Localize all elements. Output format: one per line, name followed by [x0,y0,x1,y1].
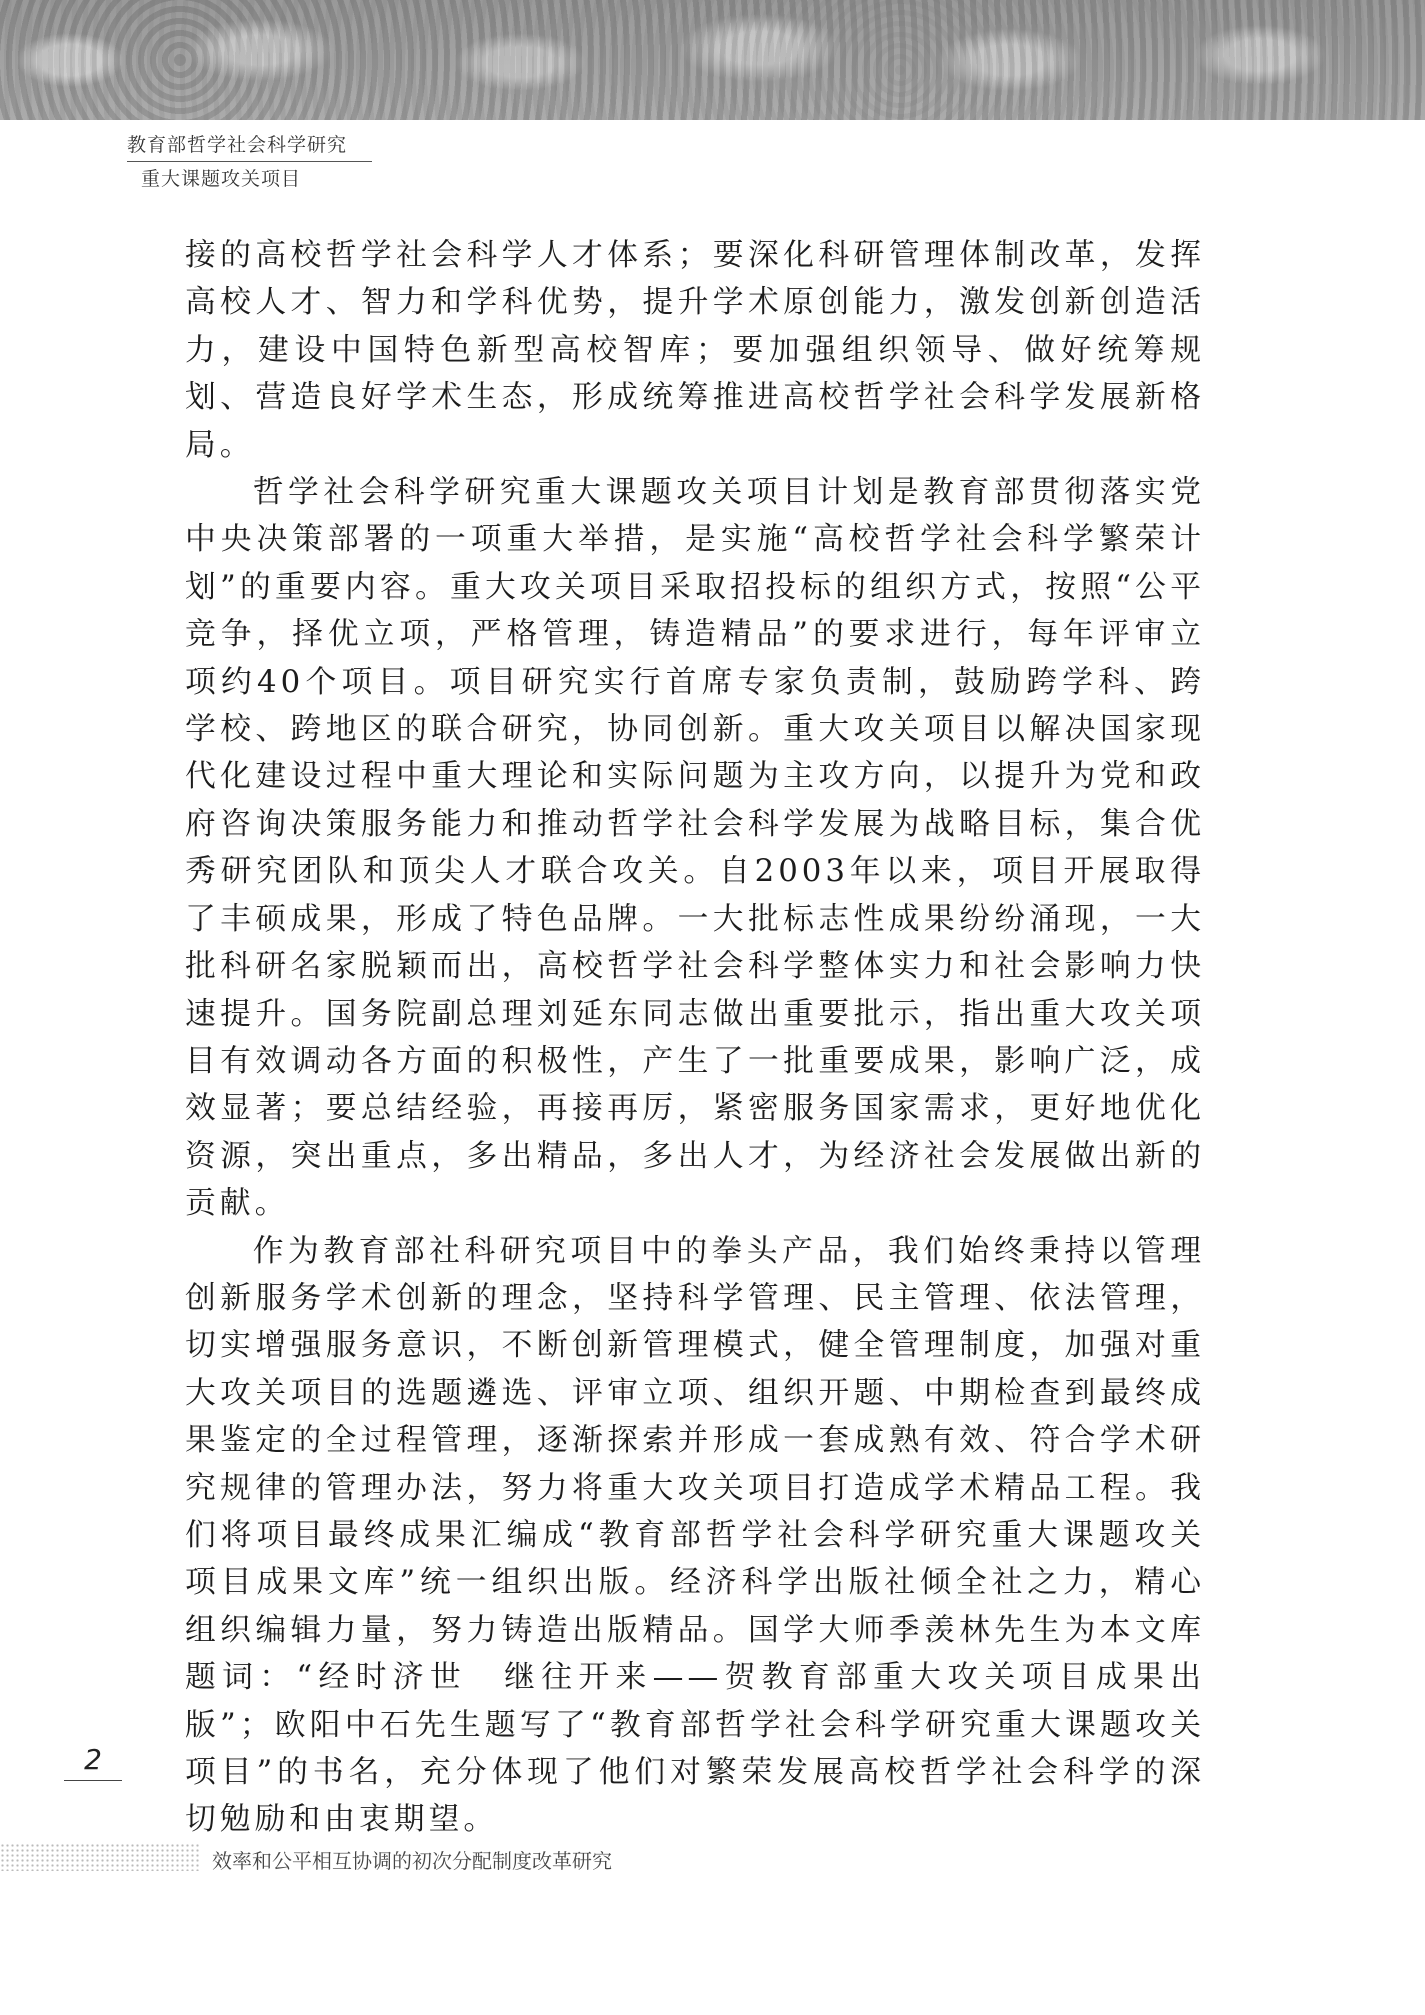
running-header-line1: 教育部哲学社会科学研究 [127,130,372,162]
footer-dot-pattern [0,1843,200,1871]
page-number: 2 [64,1743,122,1781]
body-text [185,232,1205,1844]
header-cloud-banner [0,0,1425,120]
paragraph-continuation: 接的高校哲学社会科学人才体系；要深化科研管理体制改革，发挥高校人才、智力和学科优势，提升学术原创能力，激发创新创造活力，建设中国特色新型高校智库；要加强组织领导、做好统筹规划、营造良好学术生态，形成统筹推进高校哲学社会科学发展新格局。 [185,237,1205,463]
footer-book-title: 效率和公平相互协调的初次分配制度改革研究 [212,1849,612,1873]
paragraph: 作为教育部社科研究项目中的拳头产品，我们始终秉持以管理创新服务学术创新的理念，坚持科学管理、民主管理、依法管理，切实增强服务意识，不断创新管理模式，健全管理制度，加强对重大攻关项目的选题遴选、评审立项、组织开题、中期检查到最终成果鉴定的全过程管理，逐渐探索并形成一套成熟有效、符合学术研究规律的管理办法，努力将重大攻关项目打造成学术精品工程。我们将项目最终成果汇编成“教育部哲学社会科学研究重大课题攻关项目成果文库”统一组织出版。经济科学出版社倾全社之力，精心组织编辑力量，努力铸造出版精品。国学大师季羡林先生为本文库题词：“经时济世 继往开来——贺教育部重大攻关项目成果出版”；欧阳中石先生题写了“教育部哲学社会科学研究重大课题攻关项目”的书名，充分体现了他们对繁荣发展高校哲学社会科学的深切勉励和由衷期望。 [185,1232,1205,1838]
paragraph: 哲学社会科学研究重大课题攻关项目计划是教育部贯彻落实党中央决策部署的一项重大举措，是实施“高校哲学社会科学繁荣计划”的重要内容。重大攻关项目采取招投标的组织方式，按照“公平竞争，择优立项，严格管理，铸造精品”的要求进行，每年评审立项约40个项目。项目研究实行首席专家负责制，鼓励跨学科、跨学校、跨地区的联合研究，协同创新。重大攻关项目以解决国家现代化建设过程中重大理论和实际问题为主攻方向，以提升为党和政府咨询决策服务能力和推动哲学社会科学发展为战略目标，集合优秀研究团队和顶尖人才联合攻关。自2003年以来，项目开展取得了丰硕成果，形成了特色品牌。一大批标志性成果纷纷涌现，一大批科研名家脱颖而出，高校哲学社会科学整体实力和社会影响力快速提升。国务院副总理刘延东同志做出重要批示，指出重大攻关项目有效调动各方面的积极性，产生了一批重要成果，影响广泛，成效显著；要总结经验，再接再厉，紧密服务国家需求，更好地优化资源，突出重点，多出精品，多出人才，为经济社会发展做出新的贡献。 [185,474,1205,1222]
running-header [127,130,372,191]
running-header-line2: 重大课题攻关项目 [141,168,302,190]
